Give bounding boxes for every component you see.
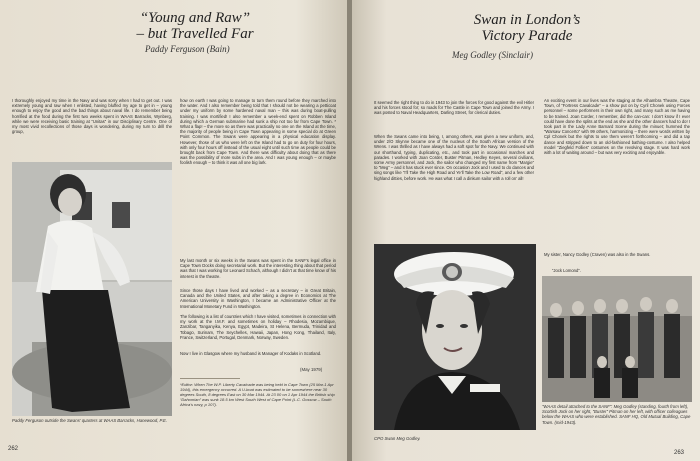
right-column-2-text: An exciting event in our lives was the staging at the Alhambra Theatre, Cape Town, of “Fortress Cavalcade” – a show put on by Cyril Chonek using Forces personnel – some performers in their own right, and many such as me having to be trained. Joan Corder, I remember, did the can-can: I don’t know if I ever could have done the splits at the end as she and the other dancers had to do! I took part in the Lady Anne Barnard Scene during the minuet; hummed the “Warsaw Concerto” with 99 others, harmonizing – there were words written by Cpl Chonek but the rights to use them weren’t forthcoming – and did a tap dance and stripped down to an old-fashioned bathing-costume. I also helped model “Ziegfeld Follies” costumes on the revolving stage. It was hard work with a lot of waiting around – but was very exciting and enjoyable. xyxy=(544,98,690,156)
right-page-number: 263 xyxy=(674,450,685,456)
jock-lomond-quote: “Jock Lomond”. xyxy=(552,268,581,273)
right-byline: Meg Godley (Sinclair) xyxy=(452,50,533,60)
left-title-line2: – but Travelled Far xyxy=(136,26,254,42)
footnote-divider xyxy=(180,378,240,379)
paddy-ferguson-photo xyxy=(12,162,172,416)
portrait-caption: CPO Swan Meg Godley. xyxy=(374,436,421,441)
article-date: (May 1979) xyxy=(300,367,323,372)
left-title-line1: “Young and Raw” xyxy=(139,10,251,26)
right-title-line1: Swan in London’s xyxy=(473,12,581,28)
group-photo-caption: “WAAS detail attached to the SANF”: Meg Godley (standing, fourth from left), Scottish Jock on her right, “Buster” Pitman on her left, with officer colleagues below the WAAS who were established. SANF HQ, Old Mutual Building, Cape Town. (mid-1943). xyxy=(542,404,691,425)
left-column-2-text-b: My last month or six weeks in the Swans was spent in the SANF’s legal office in Cape Town Docks doing secretarial work. But the interesting thing about that period was that I was working for Leonard Schach, although I didn’t at that time know of his interest in the theatre. xyxy=(180,258,336,279)
waas-detail-group-photo xyxy=(542,276,692,402)
right-article-title xyxy=(432,12,622,44)
meg-godley-portrait xyxy=(374,244,536,430)
left-page xyxy=(0,0,348,461)
right-page xyxy=(352,0,700,461)
left-column-2-text-e: Now I live in Glasgow where my husband is Manager of Kodaks in Scotland. xyxy=(180,351,322,356)
left-column-2-text-c: Since those days I have lived and worked – as a secretary – in Great Britain, Canada and the United States, and after taking a degree in Economics at The American University in Washington, I became an Administrative Officer at the International Monetary Fund in Washington. xyxy=(180,288,336,309)
right-column-1-text: It seemed the right thing to do in 1943 to join the forces for good against the evil Hitler and his forces stood for; so roads for The Castle in Cape Town and joined the Army. I was posted to Naval Headquarters, Darling Street, for clerical duties. xyxy=(374,100,534,116)
left-page-number: 262 xyxy=(8,446,19,452)
paddy-photo-caption: Paddy Ferguson outside the Swans’ quarters at WAAS Barracks, Hanewood, P.E. xyxy=(12,418,168,423)
right-column-1-text-b: When the Swans came into being, I, among others, was given a new uniform, and, under 2/O Skynne became one of the nucleus of the South African version of the Wrens. I was thrilled as I have always had a soft spot for the Navy. We continued with our shorthand, typing, duplicating, etc., and took part in occasional marches and parades. I worked with Joan Corder, Buster Pitman, Hedley Keyes, several civilians, some Army personnel, and Jock, the sailor who changed my first name from “Margie” to “Meg” – and it has stuck ever since. On occasion Jock and I used to do dances and sing songs like “I’ll Take the High Road and Ye’ll Take the Low Road”, and a few other highland ditties, before work. He was what I call a dinkum sailor with a roll on’ all! xyxy=(374,134,534,181)
right-title-line2: Victory Parade xyxy=(481,28,573,44)
editor-footnote: *Editor: When The W.P. Liberty Cavalcade was being held in Cape Town (25 Mar-1 Apr 1944), this emergency occurred. A U-boat was estimated to be somewhere near 30 degrees South, 8 degrees East on 30 Mar 1944. At 23 00 on 1 Apr 1944 the British ship “Dahomian” was sunk 18.5 km West South West of Cape Point (L.C. Gossow – South Africa’s navy, p 107). xyxy=(180,382,335,407)
left-column-2-text: how on earth I was going to manage to turn them round before they marched into the water. And I also remember being told that I should not be wearing a petticoat under my uniform by some hardened naval man – this was during boat-pulling training. I was mortified! I also remember a week-end spent on Robben Island during which a German submarine had sunk a ship not too far from Cape Town. * What a flap! – the more so as there was practically no one on the Island at the time, the majority of people being in Cape Town appearing in some special do at Green Point Common. The Swans were appearing in a physical education display. However, those of us who were left on the Island had to go on duty for four hours, with only four hours off instead of the usual eight until such time as people could be brought back from Cape Town. And there was difficulty about doing that as there was the possibility of more subs in the area. And I was young enough – or maybe foolish enough – to think it was all one big lark. xyxy=(180,98,336,166)
left-byline: Paddy Ferguson (Bain) xyxy=(145,44,230,54)
left-column-1-text: I thoroughly enjoyed my time in the Navy and was sorry when I had to get out. I was extremely young and raw when I enlisted, having bluffed my age to get in – young enough to enjoy the good and the bad things about naval life. I do remember being horrified at the food during the first two weeks spent in WAAS Barracks, Wynberg, while we were receiving basic training at “Unitas” in our Disciplinary Centre. One of my most vivid recollections of those days is wondering, during my turn to drill the group, xyxy=(12,98,172,135)
left-column-2-text-d: The following is a list of countries which I have visited, sometimes in connection with my work at the I.M.F. and sometimes on holiday – Rhodesia, Mozambique, Zanzibar, Tanganyika, Kenya, Egypt, Madeira, St Helena, Bermuda, Trinidad and Tobago, Surinam, The Seychelles, Hawaii, Japan, Hong Kong, Thailand, Italy, France, Switzerland, Portugal, Denmark, Norway, Sweden. xyxy=(180,314,336,340)
right-column-2-text-b: My sister, Nancy Godley (Craven) was also in the Swans. xyxy=(544,252,651,257)
left-article-title xyxy=(100,10,290,42)
